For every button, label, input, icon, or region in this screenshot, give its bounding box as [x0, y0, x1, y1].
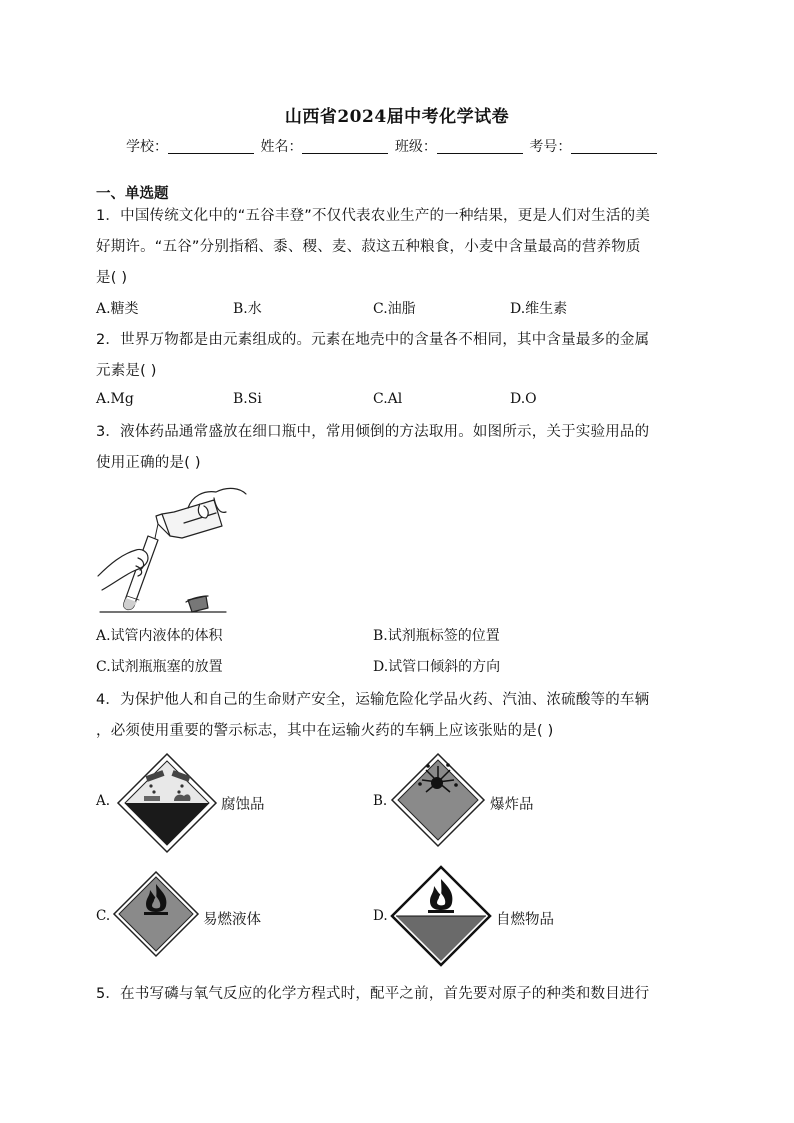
student-info-row: [126, 136, 659, 156]
class-blank: [437, 139, 523, 154]
q1-option-b: B.水: [233, 301, 262, 317]
page-title: 山西省2024届中考化学试卷: [284, 107, 510, 127]
number-label: 考号：: [529, 139, 572, 155]
q4-option-d-letter: D.: [373, 908, 388, 924]
q1-line-3: 是( ): [96, 270, 128, 286]
q1-line-2: 好期许。“五谷”分别指稻、黍、稷、麦、菽这五种粮食，小麦中含量最高的营养物质: [96, 239, 641, 255]
q4-option-c-label: 易燃液体: [203, 912, 261, 928]
q3-option-d: D.试管口倾斜的方向: [373, 659, 501, 675]
pouring-liquid-illustration: [96, 478, 256, 616]
q2-option-b: B.Si: [233, 391, 262, 407]
q2-line-2: 元素是( ): [96, 363, 157, 379]
q2-option-d: D.O: [510, 391, 537, 407]
q4-line-2: ，必须使用重要的警示标志，其中在运输火药的车辆上应该张贴的是( ): [96, 723, 554, 739]
q2-option-c: C.Al: [373, 391, 403, 407]
class-label: 班级：: [394, 139, 437, 155]
q2-option-a: A.Mg: [96, 391, 134, 407]
q5-line-1: 5．在书写磷与氧气反应的化学方程式时，配平之前，首先要对原子的种类和数目进行: [96, 986, 650, 1002]
explosive-sign-icon: [390, 752, 486, 848]
q4-option-a-label: 腐蚀品: [221, 797, 265, 813]
q4-option-d-label: 自燃物品: [496, 912, 554, 928]
q3-line-1: 3．液体药品通常盛放在细口瓶中，常用倾倒的方法取用。如图所示，关于实验用品的: [96, 424, 650, 440]
q3-option-b: B.试剂瓶标签的位置: [373, 628, 500, 644]
name-label: 姓名：: [260, 139, 303, 155]
q2-line-1: 2．世界万物都是由元素组成的。元素在地壳中的含量各不相同，其中含量最多的金属: [96, 332, 650, 348]
q1-option-c: C.油脂: [373, 301, 416, 317]
corrosive-sign-icon: [116, 752, 218, 854]
q1-option-a: A.糖类: [96, 301, 139, 317]
number-blank: [571, 139, 657, 154]
section-heading: 一、单选题: [96, 186, 169, 202]
q3-option-c: C.试剂瓶瓶塞的放置: [96, 659, 223, 675]
q1-option-d: D.维生素: [510, 301, 568, 317]
q4-option-b-letter: B.: [373, 793, 388, 809]
q4-option-c-letter: C.: [96, 908, 111, 924]
q3-line-2: 使用正确的是( ): [96, 455, 201, 471]
school-blank: [168, 139, 254, 154]
q3-option-a: A.试管内液体的体积: [96, 628, 223, 644]
q4-option-b-label: 爆炸品: [490, 797, 534, 813]
spontaneous-combustion-sign-icon: [390, 865, 492, 967]
q4-option-a-letter: A.: [96, 793, 111, 809]
q4-line-1: 4．为保护他人和自己的生命财产安全，运输危险化学品火药、汽油、浓硫酸等的车辆: [96, 692, 650, 708]
flammable-liquid-sign-icon: [112, 870, 200, 958]
school-label: 学校：: [126, 139, 168, 155]
name-blank: [302, 139, 388, 154]
q1-line-1: 1．中国传统文化中的“五谷丰登”不仅代表农业生产的一种结果，更是人们对生活的美: [96, 208, 651, 224]
